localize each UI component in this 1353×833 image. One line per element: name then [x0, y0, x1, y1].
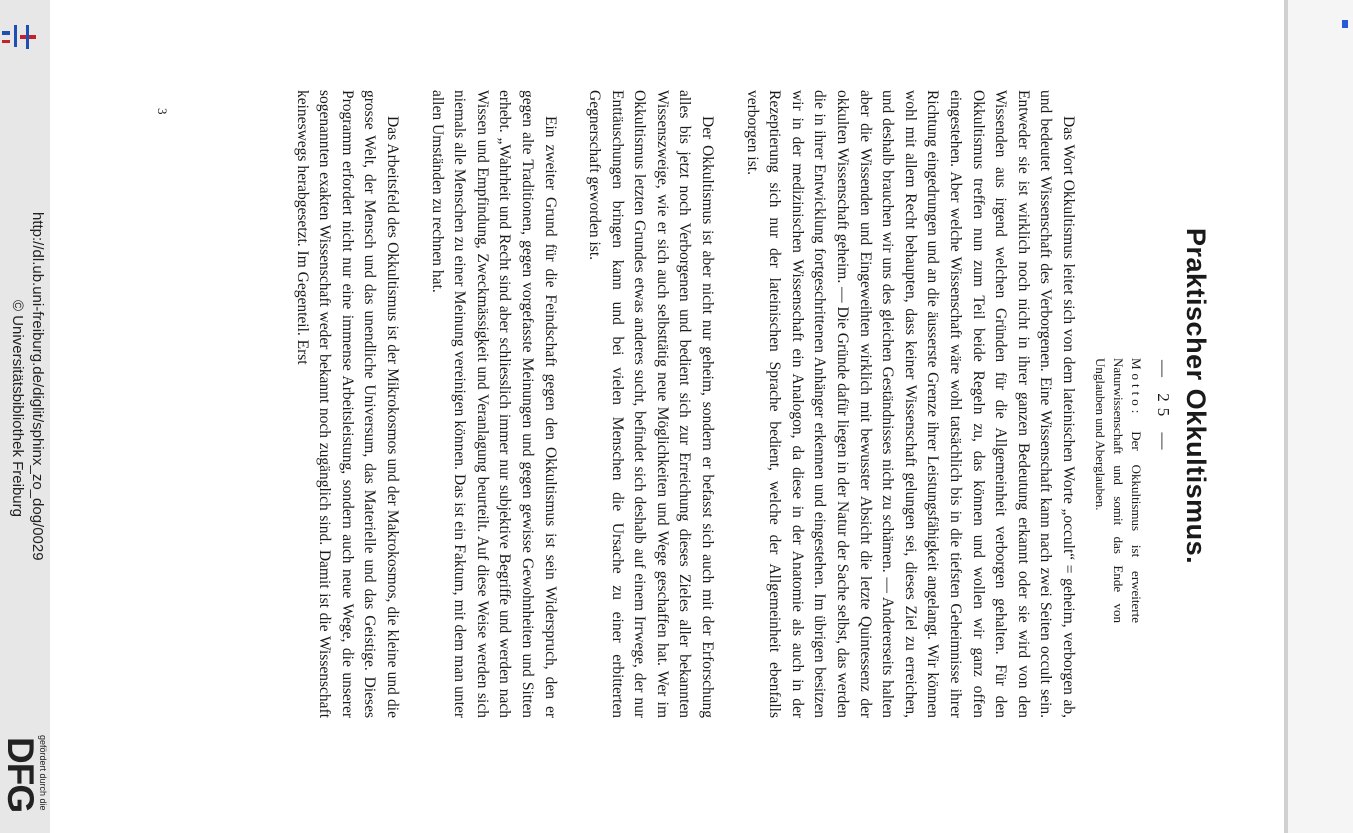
corner-marker-icon [1342, 20, 1348, 28]
motto-text: Der Okkultismus ist erweiterte Naturwissenschaft und somit das Ende von Unglauben und Aberglauben. [1093, 358, 1144, 624]
motto-label: Motto: [1129, 358, 1144, 418]
dfg-tagline: gefördert durch die [38, 735, 48, 811]
paragraph: Das Wort Okkultismus leitet sich von dem lateinischen Worte „occult“ = geheim, verborgen ab, und bedeutet Wissenschaft des Verborgenen. Eine Wissenschaft kann nach zwei Seiten occult sein. Entweder sie ist wirklich noch nicht in ihrer ganzen Bedeutung erkannt oder sie wird von den Wissenden aus irgend welchen Gründen für die Allgemeinheit verborgen gehalten. Für den Okkultismus treffen nun zum Teil beide Regeln zu, das können und wollen wir ganz offen eingestehen. Aber welche Wissenschaft wäre wohl tatsächlich bis in die tiefsten Geheimnisse ihrer Richtung eingedrungen und an die äusserste Grenze ihrer Leistungsfähigkeit angelangt. Wir können wohl mit allem Recht behaupten, dass keiner Wissenschaft gelungen sei, dieses Ziel zu erreichen, und deshalb brauchen wir uns des gleichen Geständnisses nicht zu schämen. — Andererseits halten aber die Wissenden und Eingeweihten wirklich mit bewusster Absicht die letzte Quintessenz der okkulten Wissenschaft geheim. — Die Gründe dafür liegen in der Natur der Sache selbst, das werden die in ihrer Entwicklung fortgeschrittenen Anhänger erkennen und eingestehen. Im übrigen besitzen wir in der medizinischen Wissenschaft ein Analogon, da diese in der Anatomie als auch in der Rezeptierung sich nur der lateinischen Sprache bedient, welche der Allgemeinheit ebenfalls verborgen ist. [743, 90, 1077, 718]
body-text [290, 90, 1079, 718]
source-url[interactable]: http://dl.ub.uni-freiburg.de/diglit/sphinx_zo_dog/0029 [29, 212, 46, 561]
motto [1091, 358, 1145, 623]
dfg-logo: DFG [0, 737, 41, 813]
page-title: Praktischer Okkultismus. [1181, 228, 1211, 565]
viewer-sidebar [0, 0, 50, 833]
right-margin [1288, 0, 1353, 833]
page-content [105, 0, 1211, 833]
paragraph: Der Okkultismus ist aber nicht nur geheim, sondern er befasst sich auch mit der Erforschung alles bis jetzt noch Verborgenen und bedient sich zur Erreichung dieses Zieles aller bekannten Wissenszweige, wie er sich auch selbsttätig neue Möglichkeiten und Wege geschaffen hat. Wer im Okkultismus letzten Grundes etwas anderes sucht, befindet sich deshalb auf einem Irrwege, der nur Enttäuschungen bringen kann und bei vielen Menschen die Ursache zu einer erbitterten Gegnerschaft geworden ist. [586, 90, 717, 718]
paragraph: Ein zweiter Grund für die Feindschaft gegen den Okkultismus ist sein Widerspruch, den er gegen alte Traditionen, gegen vorgefasste Meinungen und gegen gewisse Gewohnheiten und Sitten erhebt. „Wahrheit und Recht sind aber schliesslich immer nur subjektive Begriffe und werden nach Wissen und Empfindung, Zweckmässigkeit und Veranlagung beurteilt. Auf diese Weise werden sich niemals alle Menschen zu einer Meinung vereinigen können. Das ist ein Faktum, mit dem man unter allen Umständen zu rechnen hat. [428, 90, 559, 718]
paragraph: Das Arbeitsfeld des Okkultismus ist der Mikrokosmos und der Makrokosmos, die kleine und die grosse Welt, der Mensch und das unendliche Universum, das Materielle und das Geistige. Dieses Programm erfordert nicht nur eine immense Arbeitsleistung, sondern auch neue Wege, die unserer sogenannten exakten Wissenschaft weder bekannt noch zugänglich sind. Damit ist die Wissenschaft keineswegs herabgesetzt. Im Gegenteil. Erst [293, 90, 401, 718]
copyright-notice: © Universitätsbibliothek Freiburg [9, 300, 26, 517]
signature-mark: 3 [155, 108, 170, 115]
page-number: — 25 — [1154, 360, 1173, 456]
